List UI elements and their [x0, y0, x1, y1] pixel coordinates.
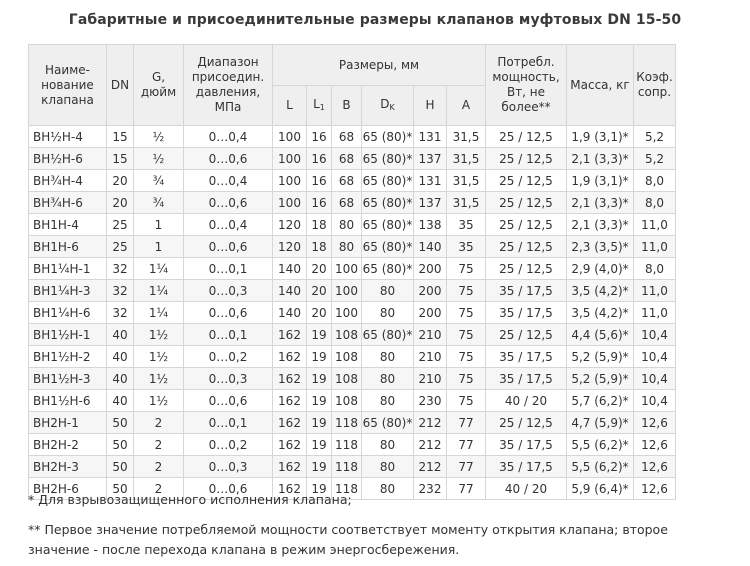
- cell-b: 108: [332, 368, 362, 390]
- cell-coefficient: 5,2: [634, 126, 676, 148]
- cell-b: 100: [332, 258, 362, 280]
- table-row: [29, 302, 676, 324]
- cell-b: 80: [332, 236, 362, 258]
- cell-b: 108: [332, 324, 362, 346]
- cell-l: 162: [273, 412, 307, 434]
- table-row: [29, 170, 676, 192]
- cell-g-inch: 1: [134, 236, 184, 258]
- cell-a: 75: [447, 390, 486, 412]
- cell-h: 131: [414, 170, 447, 192]
- cell-coefficient: 11,0: [634, 214, 676, 236]
- footnote-power-consumption: ** Первое значение потребляемой мощности соответствует моменту открытия клапана; второе значение - после перехода клапана в режим энергосбережения.: [28, 522, 668, 557]
- cell-h: 212: [414, 456, 447, 478]
- cell-power: 25 / 12,5: [486, 170, 567, 192]
- cell-l: 100: [273, 170, 307, 192]
- cell-l: 100: [273, 192, 307, 214]
- cell-valve-name: ВН2Н-3: [29, 456, 107, 478]
- cell-h: 230: [414, 390, 447, 412]
- cell-g-inch: 1½: [134, 390, 184, 412]
- table-row: [29, 148, 676, 170]
- cell-mass: 1,9 (3,1)*: [567, 170, 634, 192]
- cell-pressure: 0…0,6: [184, 236, 273, 258]
- cell-mass: 3,5 (4,2)*: [567, 280, 634, 302]
- cell-a: 75: [447, 302, 486, 324]
- cell-dn: 25: [107, 214, 134, 236]
- header-mass: Масса, кг: [567, 45, 634, 126]
- cell-a: 35: [447, 236, 486, 258]
- table-row: [29, 214, 676, 236]
- cell-g-inch: 1¼: [134, 302, 184, 324]
- cell-dk: 80: [362, 280, 414, 302]
- cell-coefficient: 11,0: [634, 280, 676, 302]
- table-row: [29, 390, 676, 412]
- cell-dn: 32: [107, 280, 134, 302]
- table-row: [29, 368, 676, 390]
- header-l1: $L_1$: [307, 86, 332, 126]
- cell-g-inch: ¾: [134, 192, 184, 214]
- cell-l1: 19: [307, 456, 332, 478]
- cell-g-inch: ½: [134, 126, 184, 148]
- cell-l: 140: [273, 302, 307, 324]
- cell-dk: 65 (80)*: [362, 412, 414, 434]
- cell-pressure: 0…0,4: [184, 126, 273, 148]
- cell-power: 35 / 17,5: [486, 368, 567, 390]
- cell-b: 68: [332, 192, 362, 214]
- cell-power: 25 / 12,5: [486, 324, 567, 346]
- cell-l: 162: [273, 456, 307, 478]
- cell-h: 212: [414, 412, 447, 434]
- cell-dn: 50: [107, 478, 134, 500]
- cell-valve-name: ВН1½Н-1: [29, 324, 107, 346]
- cell-dk: 65 (80)*: [362, 324, 414, 346]
- cell-dn: 15: [107, 126, 134, 148]
- page-title: Габаритные и присоединительные размеры клапанов муфтовых DN 15-50: [68, 12, 682, 28]
- cell-h: 140: [414, 236, 447, 258]
- cell-l: 120: [273, 214, 307, 236]
- table-row: [29, 434, 676, 456]
- cell-l1: 19: [307, 346, 332, 368]
- cell-pressure: 0…0,4: [184, 170, 273, 192]
- table-row: [29, 324, 676, 346]
- cell-coefficient: 10,4: [634, 346, 676, 368]
- cell-h: 138: [414, 214, 447, 236]
- cell-dn: 20: [107, 170, 134, 192]
- cell-dk: 65 (80)*: [362, 192, 414, 214]
- cell-b: 108: [332, 346, 362, 368]
- cell-mass: 1,9 (3,1)*: [567, 126, 634, 148]
- cell-g-inch: 2: [134, 456, 184, 478]
- cell-coefficient: 8,0: [634, 170, 676, 192]
- cell-dk: 65 (80)*: [362, 258, 414, 280]
- cell-dk: 65 (80)*: [362, 236, 414, 258]
- table-row: [29, 192, 676, 214]
- cell-a: 77: [447, 412, 486, 434]
- cell-coefficient: 12,6: [634, 412, 676, 434]
- cell-dk: 80: [362, 478, 414, 500]
- cell-dn: 40: [107, 324, 134, 346]
- cell-mass: 2,9 (4,0)*: [567, 258, 634, 280]
- cell-h: 131: [414, 126, 447, 148]
- header-dn: DN: [107, 45, 134, 126]
- cell-l: 162: [273, 478, 307, 500]
- cell-a: 35: [447, 214, 486, 236]
- cell-g-inch: 1½: [134, 346, 184, 368]
- cell-g-inch: 1¼: [134, 258, 184, 280]
- table-body: [29, 126, 676, 500]
- cell-l1: 19: [307, 434, 332, 456]
- header-power: Потребл. мощность, Вт, не более**: [486, 45, 567, 126]
- cell-coefficient: 10,4: [634, 390, 676, 412]
- cell-dk: 65 (80)*: [362, 170, 414, 192]
- header-dk: $D_K$: [362, 86, 414, 126]
- cell-mass: 5,2 (5,9)*: [567, 368, 634, 390]
- cell-pressure: 0…0,6: [184, 192, 273, 214]
- cell-dn: 15: [107, 148, 134, 170]
- cell-l: 100: [273, 148, 307, 170]
- cell-coefficient: 12,6: [634, 478, 676, 500]
- cell-power: 40 / 20: [486, 390, 567, 412]
- cell-valve-name: ВН1½Н-6: [29, 390, 107, 412]
- table-row: [29, 126, 676, 148]
- cell-dk: 80: [362, 302, 414, 324]
- cell-pressure: 0…0,6: [184, 148, 273, 170]
- cell-pressure: 0…0,3: [184, 456, 273, 478]
- cell-mass: 2,1 (3,3)*: [567, 148, 634, 170]
- cell-coefficient: 12,6: [634, 456, 676, 478]
- header-pressure-range: Диапазон присоедин. давления, МПа: [184, 45, 273, 126]
- cell-l1: 16: [307, 148, 332, 170]
- cell-dk: 65 (80)*: [362, 148, 414, 170]
- cell-coefficient: 5,2: [634, 148, 676, 170]
- cell-power: 25 / 12,5: [486, 214, 567, 236]
- cell-power: 35 / 17,5: [486, 346, 567, 368]
- table-row: [29, 280, 676, 302]
- cell-h: 200: [414, 280, 447, 302]
- cell-l1: 19: [307, 368, 332, 390]
- cell-a: 75: [447, 280, 486, 302]
- cell-l1: 19: [307, 390, 332, 412]
- cell-a: 31,5: [447, 126, 486, 148]
- table-row: [29, 258, 676, 280]
- cell-pressure: 0…0,1: [184, 258, 273, 280]
- cell-h: 212: [414, 434, 447, 456]
- cell-power: 35 / 17,5: [486, 302, 567, 324]
- cell-b: 68: [332, 170, 362, 192]
- table-row: [29, 236, 676, 258]
- header-g-inch: G, дюйм: [134, 45, 184, 126]
- cell-dn: 40: [107, 390, 134, 412]
- cell-valve-name: ВН2Н-1: [29, 412, 107, 434]
- cell-g-inch: 1½: [134, 368, 184, 390]
- cell-valve-name: ВН1½Н-3: [29, 368, 107, 390]
- cell-a: 75: [447, 346, 486, 368]
- cell-a: 77: [447, 478, 486, 500]
- cell-valve-name: ВН1½Н-2: [29, 346, 107, 368]
- cell-pressure: 0…0,1: [184, 412, 273, 434]
- header-l: L: [273, 86, 307, 126]
- cell-dn: 32: [107, 258, 134, 280]
- cell-g-inch: 2: [134, 412, 184, 434]
- cell-power: 25 / 12,5: [486, 258, 567, 280]
- cell-pressure: 0…0,6: [184, 302, 273, 324]
- cell-g-inch: 1¼: [134, 280, 184, 302]
- cell-a: 31,5: [447, 170, 486, 192]
- cell-l: 140: [273, 258, 307, 280]
- cell-mass: 5,5 (6,2)*: [567, 456, 634, 478]
- cell-h: 232: [414, 478, 447, 500]
- cell-dk: 80: [362, 346, 414, 368]
- cell-b: 68: [332, 148, 362, 170]
- cell-valve-name: ВН¾Н-6: [29, 192, 107, 214]
- cell-a: 75: [447, 324, 486, 346]
- cell-b: 100: [332, 302, 362, 324]
- cell-valve-name: ВН1¼Н-1: [29, 258, 107, 280]
- cell-mass: 4,7 (5,9)*: [567, 412, 634, 434]
- cell-valve-name: ВН1¼Н-6: [29, 302, 107, 324]
- cell-pressure: 0…0,6: [184, 478, 273, 500]
- cell-power: 25 / 12,5: [486, 148, 567, 170]
- cell-h: 200: [414, 302, 447, 324]
- cell-l1: 16: [307, 170, 332, 192]
- cell-valve-name: ВН2Н-6: [29, 478, 107, 500]
- cell-g-inch: 2: [134, 434, 184, 456]
- cell-coefficient: 10,4: [634, 368, 676, 390]
- cell-l: 162: [273, 390, 307, 412]
- cell-valve-name: ВН1¼Н-3: [29, 280, 107, 302]
- cell-l1: 20: [307, 302, 332, 324]
- cell-l1: 19: [307, 324, 332, 346]
- cell-a: 31,5: [447, 192, 486, 214]
- cell-a: 75: [447, 368, 486, 390]
- cell-dk: 65 (80)*: [362, 214, 414, 236]
- cell-power: 35 / 17,5: [486, 456, 567, 478]
- cell-dn: 25: [107, 236, 134, 258]
- cell-pressure: 0…0,2: [184, 434, 273, 456]
- cell-coefficient: 11,0: [634, 302, 676, 324]
- cell-l1: 20: [307, 258, 332, 280]
- cell-pressure: 0…0,3: [184, 280, 273, 302]
- cell-l: 162: [273, 346, 307, 368]
- cell-valve-name: ВН½Н-4: [29, 126, 107, 148]
- cell-l1: 19: [307, 412, 332, 434]
- cell-mass: 4,4 (5,6)*: [567, 324, 634, 346]
- header-a: A: [447, 86, 486, 126]
- cell-a: 77: [447, 456, 486, 478]
- footnote-explosion-proof: * Для взрывозащищенного исполнения клапана;: [28, 492, 352, 507]
- cell-dn: 20: [107, 192, 134, 214]
- cell-dn: 50: [107, 412, 134, 434]
- cell-h: 210: [414, 324, 447, 346]
- cell-coefficient: 12,6: [634, 434, 676, 456]
- cell-dn: 40: [107, 368, 134, 390]
- cell-valve-name: ВН1Н-6: [29, 236, 107, 258]
- cell-a: 75: [447, 258, 486, 280]
- cell-b: 68: [332, 126, 362, 148]
- cell-mass: 5,5 (6,2)*: [567, 434, 634, 456]
- cell-coefficient: 8,0: [634, 258, 676, 280]
- cell-power: 25 / 12,5: [486, 412, 567, 434]
- cell-a: 77: [447, 434, 486, 456]
- valve-dimensions-table: [28, 44, 676, 500]
- header-b: B: [332, 86, 362, 126]
- cell-a: 31,5: [447, 148, 486, 170]
- cell-valve-name: ВН¾Н-4: [29, 170, 107, 192]
- header-h: H: [414, 86, 447, 126]
- cell-mass: 3,5 (4,2)*: [567, 302, 634, 324]
- cell-coefficient: 11,0: [634, 236, 676, 258]
- cell-l: 162: [273, 324, 307, 346]
- cell-h: 200: [414, 258, 447, 280]
- cell-dk: 80: [362, 368, 414, 390]
- cell-power: 25 / 12,5: [486, 192, 567, 214]
- cell-pressure: 0…0,1: [184, 324, 273, 346]
- cell-l1: 18: [307, 236, 332, 258]
- cell-valve-name: ВН½Н-6: [29, 148, 107, 170]
- cell-power: 35 / 17,5: [486, 434, 567, 456]
- cell-pressure: 0…0,2: [184, 346, 273, 368]
- cell-g-inch: ½: [134, 148, 184, 170]
- cell-l1: 20: [307, 280, 332, 302]
- cell-g-inch: 2: [134, 478, 184, 500]
- cell-g-inch: 1½: [134, 324, 184, 346]
- cell-b: 108: [332, 390, 362, 412]
- cell-dn: 50: [107, 456, 134, 478]
- cell-g-inch: ¾: [134, 170, 184, 192]
- cell-l: 162: [273, 434, 307, 456]
- cell-mass: 5,2 (5,9)*: [567, 346, 634, 368]
- cell-pressure: 0…0,3: [184, 368, 273, 390]
- header-valve-name: Наиме- нование клапана: [29, 45, 107, 126]
- cell-l1: 18: [307, 214, 332, 236]
- cell-pressure: 0…0,4: [184, 214, 273, 236]
- cell-power: 25 / 12,5: [486, 126, 567, 148]
- cell-l: 120: [273, 236, 307, 258]
- cell-g-inch: 1: [134, 214, 184, 236]
- cell-l1: 16: [307, 192, 332, 214]
- cell-mass: 2,1 (3,3)*: [567, 192, 634, 214]
- cell-b: 118: [332, 456, 362, 478]
- cell-dn: 32: [107, 302, 134, 324]
- cell-valve-name: ВН1Н-4: [29, 214, 107, 236]
- cell-h: 137: [414, 192, 447, 214]
- cell-l: 140: [273, 280, 307, 302]
- cell-dn: 40: [107, 346, 134, 368]
- cell-dk: 80: [362, 434, 414, 456]
- cell-b: 118: [332, 412, 362, 434]
- cell-b: 100: [332, 280, 362, 302]
- cell-mass: 5,9 (6,4)*: [567, 478, 634, 500]
- table-row: [29, 456, 676, 478]
- cell-dk: 80: [362, 456, 414, 478]
- cell-b: 118: [332, 434, 362, 456]
- cell-mass: 5,7 (6,2)*: [567, 390, 634, 412]
- cell-h: 210: [414, 346, 447, 368]
- cell-l1: 16: [307, 126, 332, 148]
- cell-l: 100: [273, 126, 307, 148]
- cell-coefficient: 10,4: [634, 324, 676, 346]
- cell-dk: 65 (80)*: [362, 126, 414, 148]
- header-sizes-group: Размеры, мм: [273, 45, 486, 86]
- cell-b: 118: [332, 478, 362, 500]
- header-coefficient: Коэф. сопр.: [634, 45, 676, 126]
- cell-power: 25 / 12,5: [486, 236, 567, 258]
- cell-dn: 50: [107, 434, 134, 456]
- cell-dk: 80: [362, 390, 414, 412]
- cell-l: 162: [273, 368, 307, 390]
- cell-power: 40 / 20: [486, 478, 567, 500]
- cell-power: 35 / 17,5: [486, 280, 567, 302]
- table-row: [29, 412, 676, 434]
- table-row: [29, 346, 676, 368]
- cell-valve-name: ВН2Н-2: [29, 434, 107, 456]
- cell-h: 137: [414, 148, 447, 170]
- cell-mass: 2,1 (3,3)*: [567, 214, 634, 236]
- cell-h: 210: [414, 368, 447, 390]
- cell-l1: 19: [307, 478, 332, 500]
- cell-mass: 2,3 (3,5)*: [567, 236, 634, 258]
- cell-b: 80: [332, 214, 362, 236]
- cell-pressure: 0…0,6: [184, 390, 273, 412]
- cell-coefficient: 8,0: [634, 192, 676, 214]
